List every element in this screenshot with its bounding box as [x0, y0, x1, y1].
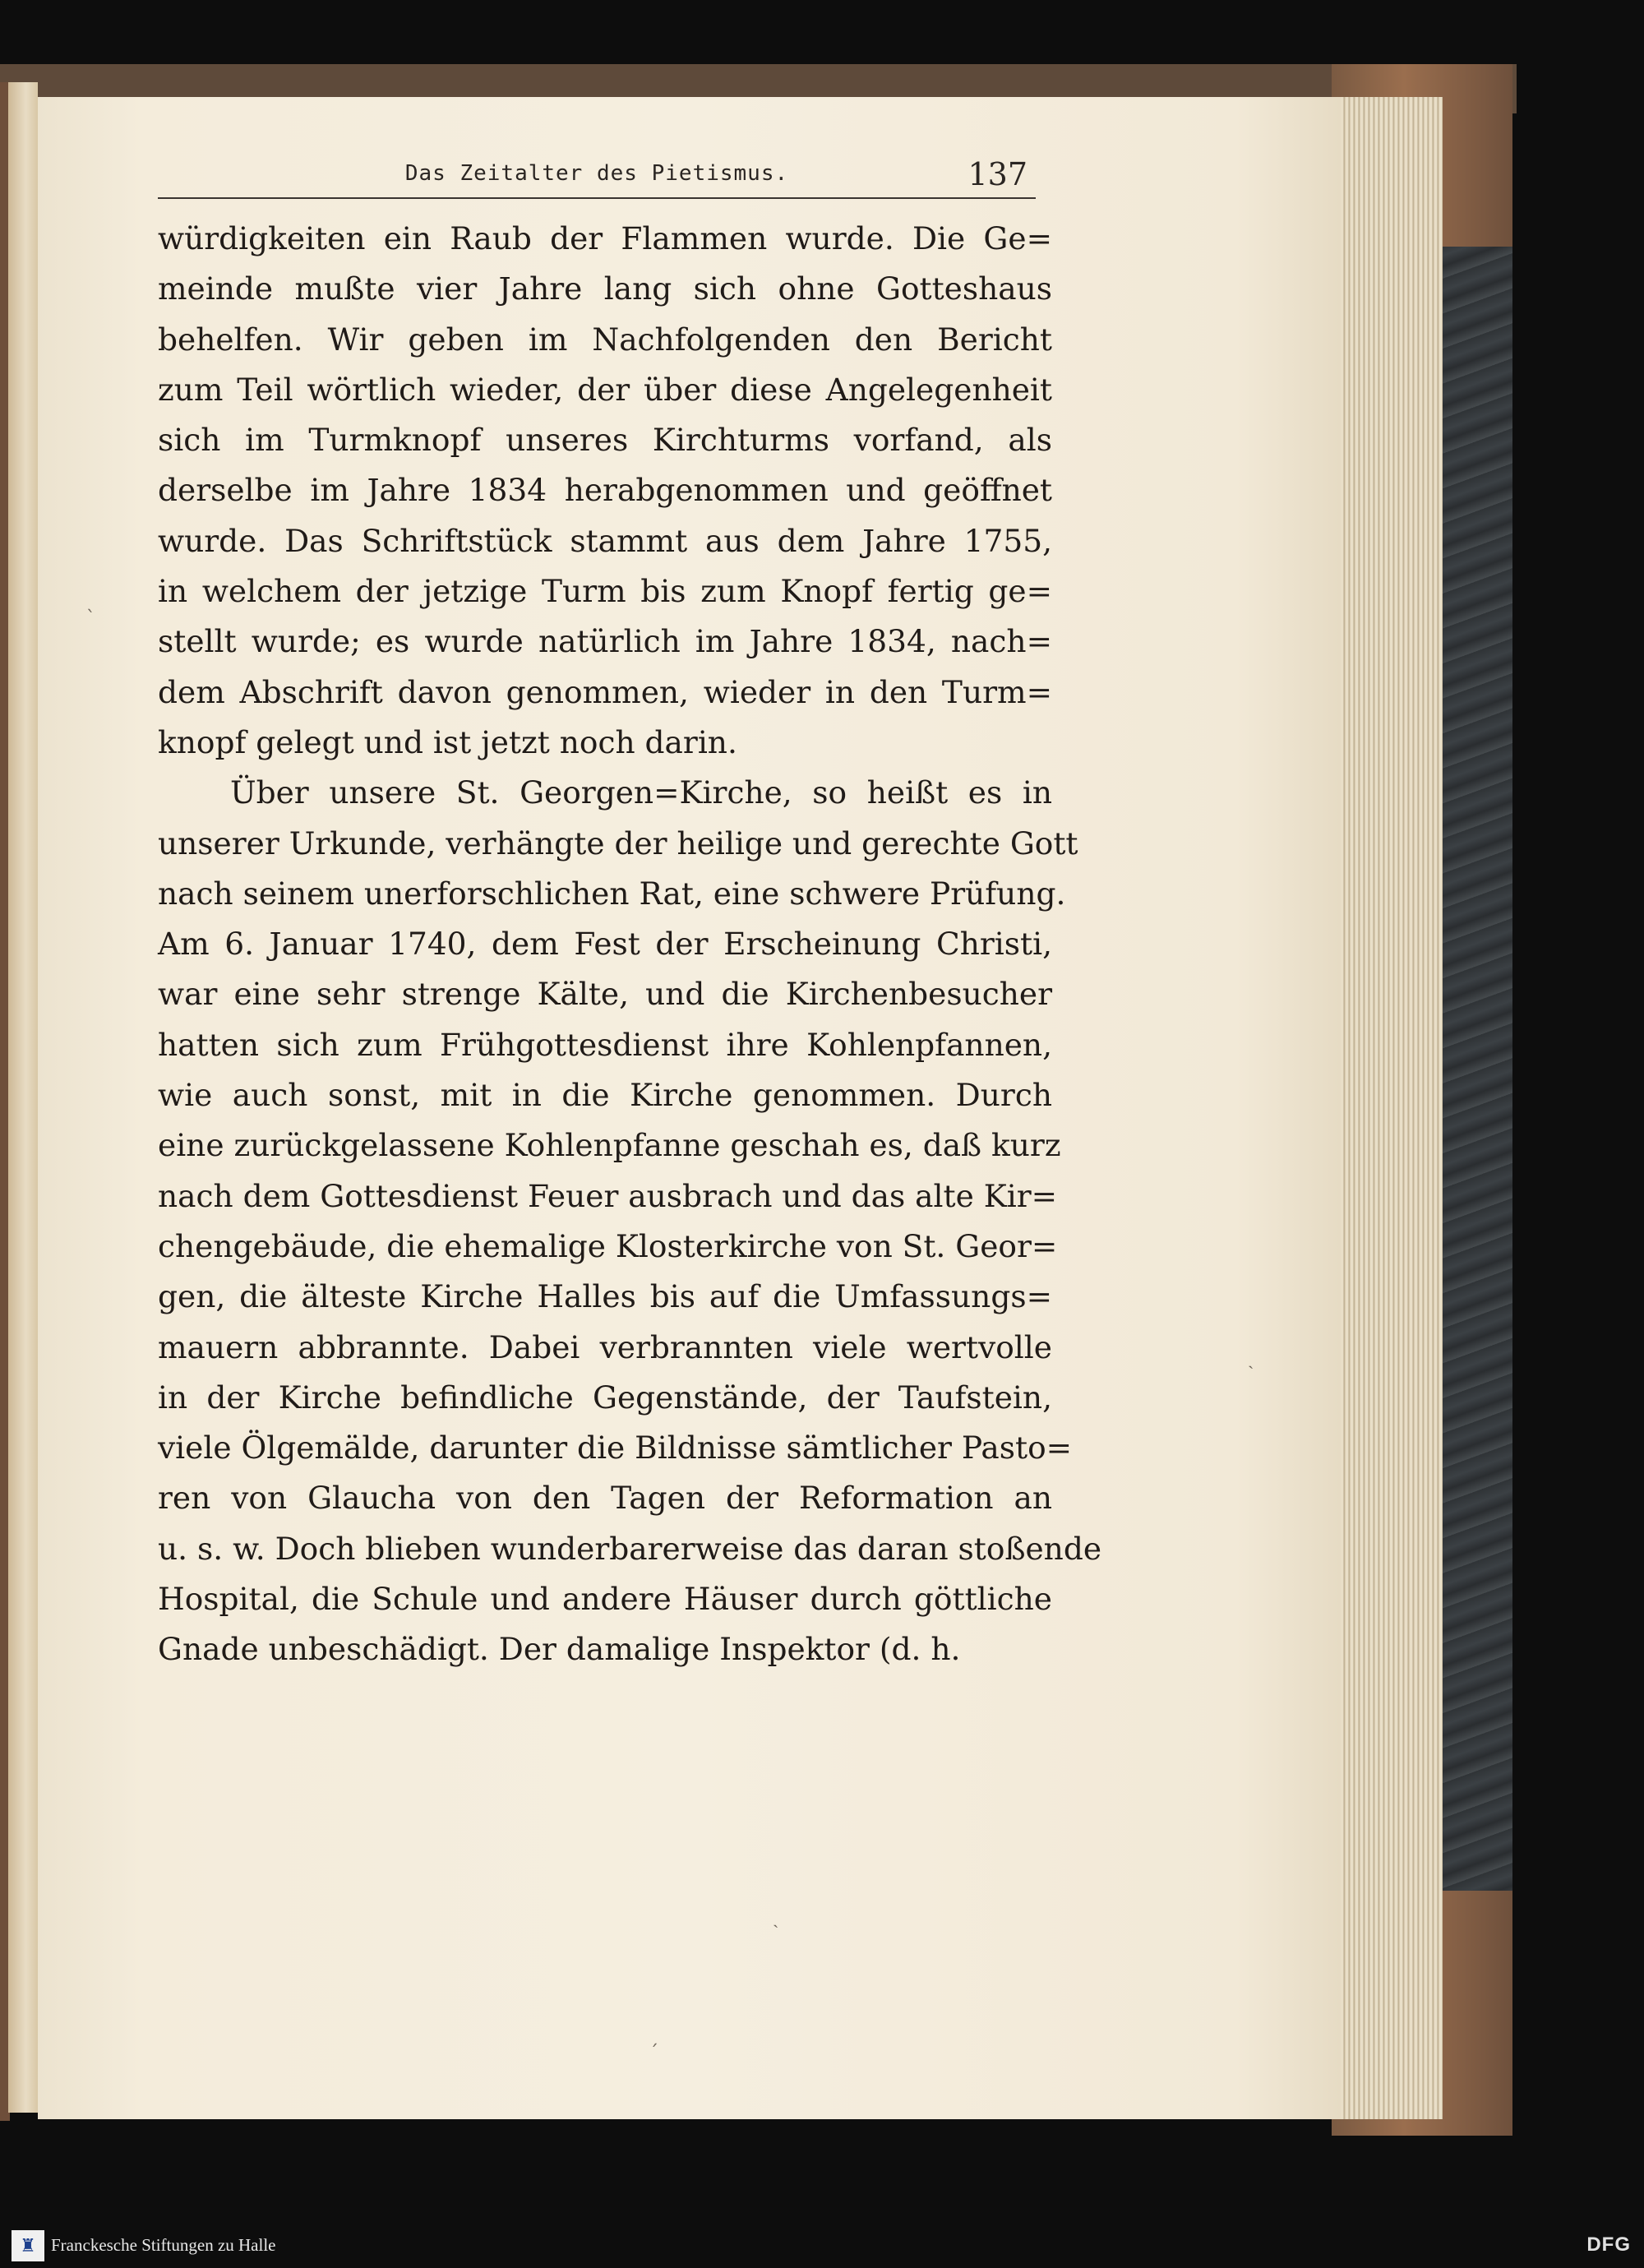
text-line: chengebäude, die ehemalige Klosterkirche von St. Geor=: [158, 1227, 1058, 1264]
text-line: Am 6. Januar 1740, dem Fest der Erscheinung Christi,: [158, 926, 1052, 963]
text-line: würdigkeiten ein Raub der Flammen wurde. Die Ge=: [158, 220, 1052, 256]
page-block-edge: [1336, 97, 1443, 2119]
page-number: 137: [967, 156, 1028, 192]
institution-crest-icon: ♜: [12, 2230, 44, 2261]
dfg-logo: DFG: [1586, 2233, 1631, 2256]
text-line: meinde mußte vier Jahre lang sich ohne Gotteshaus: [158, 270, 1052, 307]
text-line: mauern abbrannte. Dabei verbrannten viele wertvolle: [158, 1328, 1052, 1365]
running-title: Das Zeitalter des Pietismus.: [404, 161, 789, 186]
institution-label: Franckesche Stiftungen zu Halle: [51, 2235, 276, 2255]
pencil-mark: ˊ: [649, 2043, 658, 2063]
text-line: u. s. w. Doch blieben wunderbarerweise das daran stoßende: [158, 1530, 1102, 1567]
text-line: war eine sehr strenge Kälte, und die Kirchenbesucher: [158, 976, 1052, 1013]
text-line: eine zurückgelassene Kohlenpfanne geschah es, daß kurz: [158, 1127, 1061, 1164]
text-line: hatten sich zum Frühgottesdienst ihre Kohlenpfannen,: [158, 1026, 1052, 1063]
left-page-edge: [8, 82, 38, 2113]
text-line: Über unsere St. Georgen=Kirche, so heißt es in: [230, 774, 1052, 811]
text-line: knopf gelegt und ist jetzt noch darin.: [158, 723, 737, 760]
text-line: Gnade unbeschädigt. Der damalige Inspektor (d. h.: [158, 1631, 961, 1668]
text-line: ren von Glaucha von den Tagen der Reformation an: [158, 1480, 1052, 1517]
text-line: nach dem Gottesdienst Feuer ausbrach und das alte Kir=: [158, 1177, 1058, 1214]
text-line: Hospital, die Schule und andere Häuser durch göttliche: [158, 1581, 1052, 1618]
text-line: gen, die älteste Kirche Halles bis auf die Umfassungs=: [158, 1278, 1052, 1315]
body-text: [158, 214, 1102, 1675]
pencil-mark: ˏ: [1248, 1349, 1254, 1370]
text-line: wurde. Das Schriftstück stammt aus dem Jahre 1755,: [158, 522, 1052, 559]
text-line: viele Ölgemälde, darunter die Bildnisse sämtlicher Pasto=: [158, 1430, 1073, 1467]
text-line: dem Abschrift davon genommen, wieder in den Turm=: [158, 673, 1052, 710]
viewer-footer: [0, 2224, 1644, 2268]
text-line: stellt wurde; es wurde natürlich im Jahre 1834, nach=: [158, 623, 1052, 660]
text-line: behelfen. Wir geben im Nachfolgenden den Bericht: [158, 321, 1052, 358]
pencil-mark: ˏ: [773, 1908, 779, 1928]
text-line: nach seinem unerforschlichen Rat, eine schwere Prüfung.: [158, 875, 1066, 912]
marbled-cover-panel: [1434, 247, 1512, 1891]
text-line: wie auch sonst, mit in die Kirche genommen. Durch: [158, 1077, 1052, 1114]
text-line: sich im Turmknopf unseres Kirchturms vorfand, als: [158, 422, 1052, 459]
pencil-mark: ˋ: [86, 608, 95, 629]
page-header: [158, 156, 1036, 199]
text-line: in welchem der jetzige Turm bis zum Knopf fertig ge=: [158, 573, 1052, 610]
text-line: zum Teil wörtlich wieder, der über diese Angelegenheit: [158, 371, 1052, 408]
text-line: derselbe im Jahre 1834 herabgenommen und geöffnet: [158, 472, 1052, 509]
text-line: unserer Urkunde, verhängte der heilige und gerechte Gott: [158, 825, 1078, 861]
text-line: in der Kirche befindliche Gegenstände, der Taufstein,: [158, 1379, 1052, 1416]
